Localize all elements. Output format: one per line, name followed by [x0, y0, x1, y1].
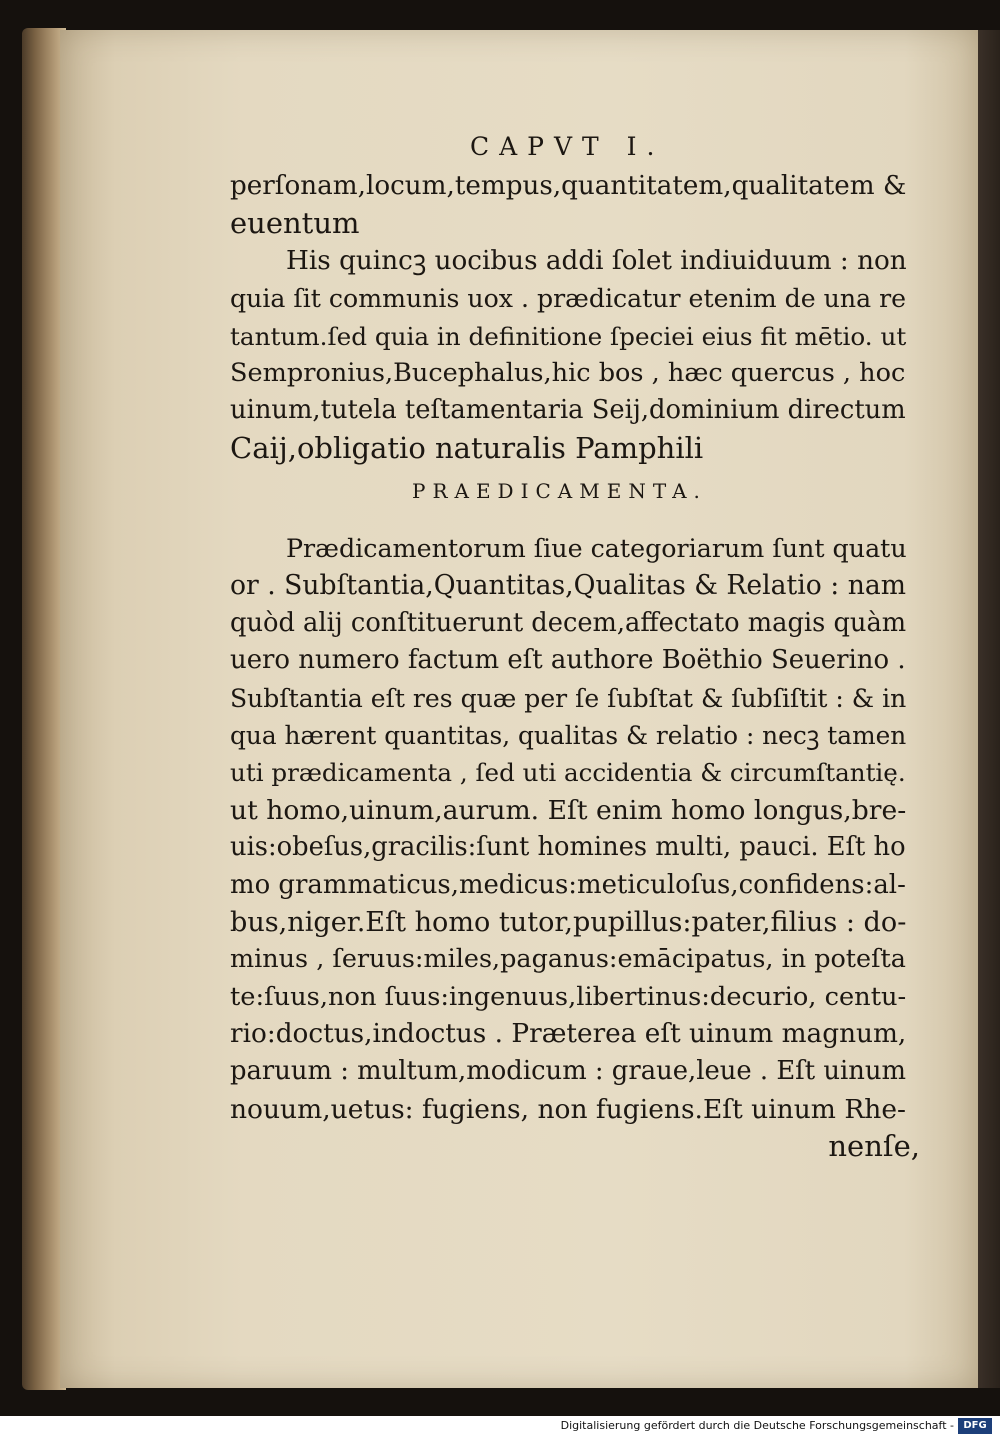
- text-line: uti prædicamenta , ſed uti accidentia & circumſtantię.: [230, 758, 906, 788]
- text-line: te:ſuus,non ſuus:ingenuus,libertinus:decurio, centu-: [230, 981, 907, 1012]
- book-spine-shadow: [978, 30, 1000, 1388]
- footer-bar: [0, 1416, 1000, 1438]
- text-line: euentum: [230, 206, 360, 241]
- text-line: Prædicamentorum ſiue categoriarum ſunt quatu: [286, 533, 907, 563]
- text-line: His quincꝫ uocibus addi ſolet indiuiduum : non: [286, 245, 907, 276]
- text-line: perſonam,locum,tempus,quantitatem,qualitatem &: [230, 171, 907, 201]
- text-line: uis:obeſus,gracilis:ſunt homines multi, pauci. Eſt ho: [230, 832, 906, 863]
- footer-credit: Digitalisierung gefördert durch die Deutsche Forschungsgemeinschaft -: [560, 1419, 954, 1432]
- text-line: Caij,obligatio naturalis Pamphili: [230, 430, 704, 465]
- text-line: uero numero factum eſt authore Boëthio Seuerino .: [230, 645, 906, 676]
- text-line: qua hærent quantitas, qualitas & relatio : necꝫ tamen: [230, 720, 907, 750]
- text-line: mo grammaticus,medicus:meticuloſus,confidens:al-: [230, 869, 906, 900]
- catchword-line: nenſe,: [828, 1129, 920, 1164]
- text-line: quia ſit communis uox . prædicatur etenim de una re: [230, 284, 907, 314]
- section-title: PRAEDICAMENTA.: [412, 479, 707, 503]
- text-line: minus , ſeruus:miles,paganus:emācipatus, in poteſta: [230, 944, 906, 975]
- text-line: nouum,uetus: fugiens, non fugiens.Eſt uinum Rhe-: [230, 1093, 906, 1125]
- paragraph-2: [230, 530, 920, 1166]
- text-line: Subſtantia eſt res quæ per ſe ſubſtat & ſubſiſtit : & in: [230, 683, 907, 713]
- text-line: uinum,tutela teſtamentaria Seij,dominium directum: [230, 395, 906, 426]
- text-line: quòd alij conſtituerunt decem,affectato magis quàm: [230, 607, 907, 638]
- text-line: ut homo,uinum,aurum. Eſt enim homo longus,bre-: [230, 794, 907, 826]
- text-line: paruum : multum,modicum : graue,leue . Eſt uinum: [230, 1056, 906, 1087]
- text-line: or . Subſtantia,Quantitas,Qualitas & Relatio : nam: [230, 570, 906, 602]
- paragraph-1: [230, 168, 920, 467]
- text-line: bus,niger.Eſt homo tutor,pupillus:pater,filius : do-: [230, 906, 907, 938]
- text-line: rio:doctus,indoctus . Præterea eſt uinum magnum,: [230, 1019, 907, 1050]
- dfg-logo-icon: DFG: [958, 1418, 992, 1434]
- text-line: Sempronius,Bucephalus,hic bos , hæc quercus , hoc: [230, 357, 906, 388]
- text-line: tantum.ſed quia in definitione ſpeciei eius fit mētio. ut: [230, 321, 907, 351]
- running-header: CAPVT I.: [470, 132, 665, 161]
